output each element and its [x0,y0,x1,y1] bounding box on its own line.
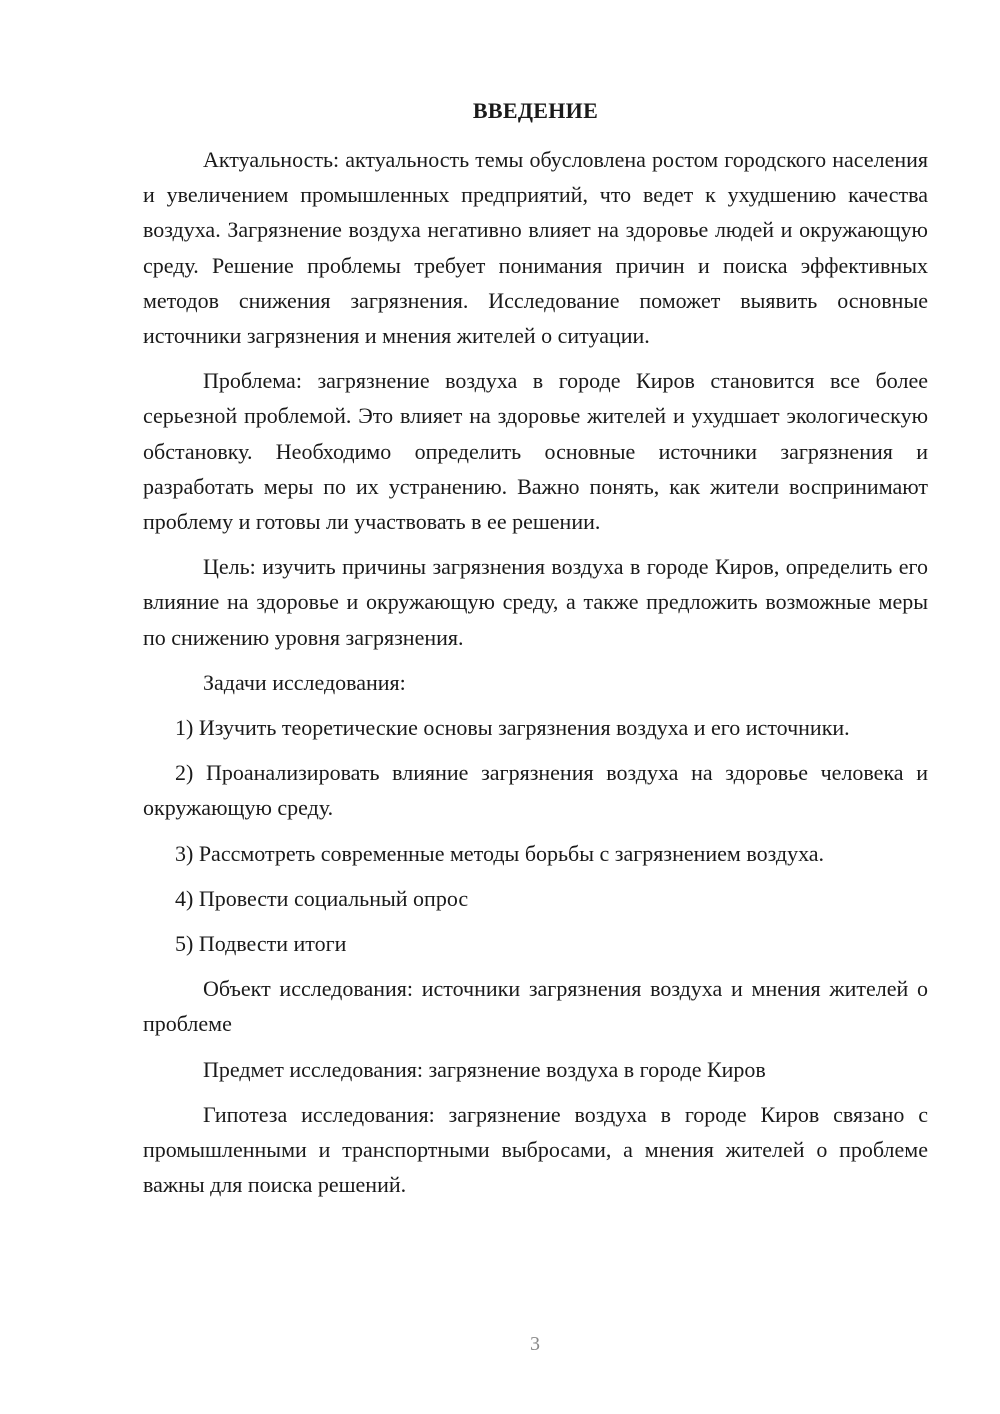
page-title: ВВЕДЕНИЕ [472,98,599,123]
relevance-paragraph: Актуальность: актуальность темы обусловлена ростом городского населения и увеличением промышленных предприятий, что ведет к ухудшению качества воздуха. Загрязнение воздуха негативно влияет на здоровье людей и окружающую среду. Решение проблемы требует понимания причин и поиска эффективных методов снижения загрязнения. Исследование поможет выявить основные источники загрязнения и мнения жителей о ситуации. [143,147,928,349]
tasks-heading: Задачи исследования: [203,669,406,695]
hypothesis-paragraph: Гипотеза исследования: загрязнение воздуха в городе Киров связано с промышленными и транспортными выбросами, а мнения жителей о проблеме важны для поиска решений. [143,1101,928,1198]
problem-paragraph: Проблема: загрязнение воздуха в городе Киров становится все более серьезной проблемой. Это влияет на здоровье жителей и ухудшает экологическую обстановку. Необходимо определить основные источники загрязнения и разработать меры по их устранению. Важно понять, как жители воспринимают проблему и готовы ли участвовать в ее решении. [143,368,928,535]
task-item-4: 4) Провести социальный опрос [175,885,469,911]
tasks-list [143,710,928,961]
task-item-3: 3) Рассмотреть современные методы борьбы с загрязнением воздуха. [175,840,825,866]
task-item-5: 5) Подвести итоги [175,931,347,957]
object-paragraph: Объект исследования: источники загрязнения воздуха и мнения жителей о проблеме [143,976,928,1037]
subject-paragraph: Предмет исследования: загрязнение воздуха в городе Киров [203,1056,766,1082]
goal-paragraph: Цель: изучить причины загрязнения воздуха в городе Киров, определить его влияние на здоровье и окружающую среду, а также предложить возможные меры по снижению уровня загрязнения. [143,554,928,650]
page-number: 3 [530,1333,540,1355]
task-item-2: 2) Проанализировать влияние загрязнения воздуха на здоровье человека и окружающую среду. [143,760,928,821]
task-item-1: 1) Изучить теоретические основы загрязнения воздуха и его источники. [175,715,850,741]
document-body [143,142,928,1212]
